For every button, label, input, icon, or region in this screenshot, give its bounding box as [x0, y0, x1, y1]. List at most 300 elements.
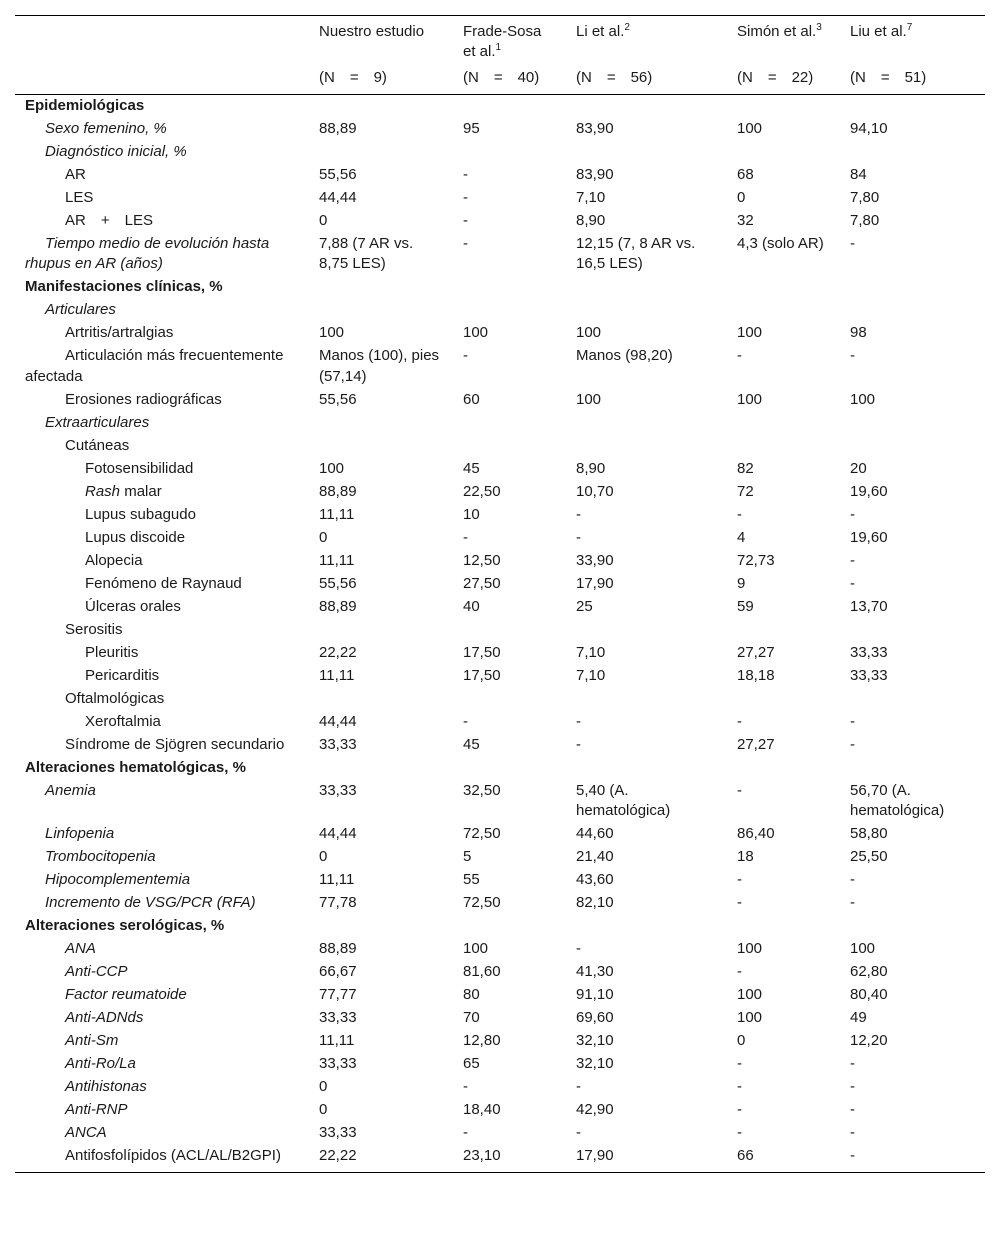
- table-cell: 77,77: [319, 986, 357, 1004]
- column-header: [566, 16, 727, 64]
- table-cell: 55: [463, 871, 480, 889]
- table-row: [15, 210, 985, 233]
- row-label: [15, 141, 309, 164]
- table-cell: -: [576, 940, 581, 958]
- table-cell: 43,60: [576, 871, 614, 889]
- row-label-text: Articulares: [45, 301, 116, 319]
- row-label: [15, 527, 309, 550]
- table-cell: 49: [850, 1009, 867, 1027]
- table-cell: 86,40: [737, 825, 775, 843]
- table-cell: -: [576, 528, 581, 546]
- table-cell: [453, 757, 566, 780]
- table-cell: -: [463, 211, 468, 229]
- table-cell: [840, 757, 985, 780]
- row-label: [15, 596, 309, 619]
- table-cell: 25: [576, 597, 593, 615]
- row-label: [15, 1030, 309, 1053]
- table-cell: -: [463, 188, 468, 206]
- table-cell: 33,33: [319, 735, 357, 753]
- table-cell: 4: [737, 528, 746, 546]
- comparison-table: [15, 15, 985, 1173]
- table-row: [15, 642, 985, 665]
- table-cell: [566, 435, 727, 458]
- table-cell: -: [737, 712, 742, 730]
- row-label: [15, 846, 309, 869]
- table-cell: [727, 299, 840, 322]
- table-cell: -: [850, 347, 855, 365]
- row-label-text: Síndrome de Sjögren secundario: [65, 735, 285, 753]
- table-cell: [309, 412, 453, 435]
- table-cell: 25,50: [850, 848, 888, 866]
- table-cell: 0: [319, 848, 328, 866]
- table-cell: 45: [463, 459, 480, 477]
- row-label: [15, 780, 309, 824]
- table-cell: 100: [737, 324, 763, 342]
- table-cell: 12,50: [463, 551, 501, 569]
- table-cell: 41,30: [576, 963, 614, 981]
- table-cell: 33,33: [319, 1055, 357, 1073]
- table-cell: 100: [850, 940, 876, 958]
- header-empty-cell: [15, 16, 309, 64]
- column-header-ref: 7: [906, 22, 913, 33]
- table-cell: 22,22: [319, 643, 357, 661]
- row-label-text: Anti-ADNds: [65, 1009, 144, 1027]
- row-label-text: Fenómeno de Raynaud: [85, 574, 242, 592]
- section-heading: [15, 276, 309, 299]
- table-row: [15, 141, 985, 164]
- table-cell: 84: [850, 165, 867, 183]
- table-row: [15, 345, 985, 389]
- table-cell: 11,11: [319, 871, 355, 889]
- column-header-ref: 1: [495, 42, 502, 53]
- row-label-text: Anti-RNP: [65, 1101, 128, 1119]
- table-cell: 21,40: [576, 848, 614, 866]
- column-sample-size: (N = 51): [850, 69, 927, 86]
- row-label: [15, 458, 309, 481]
- column-sample-size: (N = 40): [463, 69, 540, 86]
- table-cell: 95: [463, 119, 480, 137]
- table-cell: [840, 412, 985, 435]
- row-label-text: Epidemiológicas: [25, 96, 145, 114]
- row-label: [15, 1122, 309, 1145]
- table-cell: 13,70: [850, 597, 888, 615]
- table-cell: -: [463, 528, 468, 546]
- row-label: [15, 118, 309, 141]
- table-cell: -: [463, 1078, 468, 1096]
- table-cell: 5: [463, 848, 472, 866]
- row-label-text: Úlceras orales: [85, 597, 181, 615]
- table-cell: [566, 141, 727, 164]
- row-label: [15, 299, 309, 322]
- table-row: [15, 435, 985, 458]
- table-cell: 55,56: [319, 574, 357, 592]
- row-label: [15, 389, 309, 412]
- table-cell: 27,27: [737, 735, 775, 753]
- table-cell: -: [850, 1078, 855, 1096]
- row-label: [15, 734, 309, 757]
- section-row: [15, 94, 985, 118]
- row-label: [15, 688, 309, 711]
- table-cell: [727, 688, 840, 711]
- table-cell: 40: [463, 597, 480, 615]
- table-cell: [566, 619, 727, 642]
- table-cell: 7,10: [576, 643, 606, 661]
- row-label-text: Antihistonas: [65, 1078, 147, 1096]
- table-cell: 100: [850, 390, 876, 408]
- table-cell: 11,11: [319, 505, 355, 523]
- table-cell: 10,70: [576, 482, 614, 500]
- header-empty-cell: [15, 63, 309, 94]
- section-row: [15, 276, 985, 299]
- column-sample-size: (N = 56): [576, 69, 653, 86]
- table-cell: [566, 757, 727, 780]
- table-row: [15, 846, 985, 869]
- table-cell: -: [850, 234, 855, 252]
- table-row: [15, 734, 985, 757]
- table-cell: [309, 141, 453, 164]
- table-cell: 7,80: [850, 188, 880, 206]
- table-row: [15, 938, 985, 961]
- table-cell: [566, 915, 727, 938]
- table-cell: -: [737, 871, 742, 889]
- table-cell: Manos (100), pies (57,14): [319, 347, 440, 385]
- row-label-text: Xeroftalmia: [85, 712, 161, 730]
- table-cell: 100: [463, 324, 489, 342]
- row-label: [15, 984, 309, 1007]
- table-cell: 55,56: [319, 165, 357, 183]
- table-cell: 11,11: [319, 666, 355, 684]
- row-label: [15, 665, 309, 688]
- table-cell: 32,50: [463, 781, 501, 799]
- row-label: [15, 823, 309, 846]
- table-cell: -: [737, 505, 742, 523]
- table-cell: 27,27: [737, 643, 775, 661]
- row-label: [15, 210, 309, 233]
- table-cell: -: [850, 1124, 855, 1142]
- table-row: [15, 164, 985, 187]
- table-cell: 82: [737, 459, 754, 477]
- table-row: [15, 1122, 985, 1145]
- table-cell: 17,50: [463, 643, 501, 661]
- table-cell: 22,50: [463, 482, 501, 500]
- table-cell: [453, 435, 566, 458]
- row-label-text: Articulación más frecuentemente afectada: [25, 347, 284, 385]
- table-cell: [309, 299, 453, 322]
- row-label-text: AR + LES: [65, 211, 153, 229]
- table-cell: 83,90: [576, 119, 614, 137]
- table-row: [15, 322, 985, 345]
- table-cell: -: [850, 712, 855, 730]
- table-cell: 44,60: [576, 825, 614, 843]
- table-cell: [309, 757, 453, 780]
- table-cell: 33,33: [319, 1124, 357, 1142]
- table-cell: -: [737, 1055, 742, 1073]
- table-cell: [453, 619, 566, 642]
- section-row: [15, 915, 985, 938]
- table-cell: 33,33: [850, 666, 888, 684]
- row-label-text: Serositis: [65, 620, 123, 638]
- row-label-text: Anti-Ro/La: [65, 1055, 136, 1073]
- table-cell: 100: [576, 324, 602, 342]
- row-label: [15, 233, 309, 277]
- table-cell: 11,11: [319, 1032, 355, 1050]
- table-row: [15, 233, 985, 277]
- column-header: [840, 16, 985, 64]
- table-cell: 7,80: [850, 211, 880, 229]
- row-label-text: Alopecia: [85, 551, 143, 569]
- table-cell: 23,10: [463, 1147, 501, 1165]
- table-cell: 33,33: [850, 643, 888, 661]
- table-cell: 88,89: [319, 597, 357, 615]
- table-cell: [840, 435, 985, 458]
- table-cell: 100: [737, 986, 763, 1004]
- row-label-text: LES: [65, 188, 94, 206]
- row-label: [15, 504, 309, 527]
- column-header-name: Simón et al.: [737, 23, 817, 40]
- table-cell: [566, 299, 727, 322]
- section-heading: [15, 94, 309, 118]
- row-label-text: Pericarditis: [85, 666, 160, 684]
- table-cell: 70: [463, 1009, 480, 1027]
- table-cell: 18,40: [463, 1101, 501, 1119]
- row-label: [15, 938, 309, 961]
- table-cell: [453, 94, 566, 118]
- row-label: [15, 550, 309, 573]
- row-label: [15, 869, 309, 892]
- row-label-text: ANA: [65, 940, 96, 958]
- table-row: [15, 118, 985, 141]
- table-row: [15, 688, 985, 711]
- table-cell: [727, 915, 840, 938]
- table-cell: 44,44: [319, 188, 357, 206]
- table-cell: 12,80: [463, 1032, 501, 1050]
- table-cell: -: [737, 1078, 742, 1096]
- row-label: [15, 619, 309, 642]
- table-cell: 91,10: [576, 986, 614, 1004]
- table-row: [15, 823, 985, 846]
- table-cell: 18,18: [737, 666, 775, 684]
- table-row: [15, 412, 985, 435]
- row-label: [15, 573, 309, 596]
- table-row: [15, 892, 985, 915]
- table-cell: [566, 412, 727, 435]
- table-row: [15, 187, 985, 210]
- row-label-text: Rash malar: [85, 482, 162, 500]
- row-label-text: Lupus discoide: [85, 528, 186, 546]
- table-row: [15, 299, 985, 322]
- row-label-text: Manifestaciones clínicas, %: [25, 278, 223, 296]
- table-cell: 33,33: [319, 781, 357, 799]
- table-cell: 81,60: [463, 963, 501, 981]
- row-label: [15, 1145, 309, 1172]
- table-cell: -: [737, 963, 742, 981]
- table-row: [15, 481, 985, 504]
- table-cell: 19,60: [850, 482, 888, 500]
- row-label: [15, 1099, 309, 1122]
- table-row: [15, 1030, 985, 1053]
- table-cell: 22,22: [319, 1147, 357, 1165]
- table-cell: [727, 619, 840, 642]
- table-row: [15, 665, 985, 688]
- table-cell: -: [737, 781, 742, 799]
- table-cell: [840, 276, 985, 299]
- row-label-text: Tiempo medio de evolución hasta rhupus en AR (años): [25, 234, 270, 273]
- table-cell: 17,50: [463, 666, 501, 684]
- table-cell: 17,90: [576, 1147, 614, 1165]
- row-label-text: Artritis/artralgias: [65, 324, 174, 342]
- table-cell: [453, 141, 566, 164]
- table-cell: [727, 757, 840, 780]
- table-cell: 12,20: [850, 1032, 888, 1050]
- table-cell: 88,89: [319, 482, 357, 500]
- row-label: [15, 642, 309, 665]
- table-cell: [727, 94, 840, 118]
- table-row: [15, 573, 985, 596]
- table-cell: [309, 94, 453, 118]
- header-n-row: [15, 63, 985, 94]
- table-cell: 72,50: [463, 894, 501, 912]
- table-cell: [453, 276, 566, 299]
- table-cell: -: [463, 234, 468, 252]
- row-label: [15, 412, 309, 435]
- section-heading: [15, 757, 309, 780]
- table-cell: 68: [737, 165, 754, 183]
- table-cell: 66,67: [319, 963, 357, 981]
- table-cell: [840, 688, 985, 711]
- row-label-text: Hipocomplementemia: [45, 871, 191, 889]
- table-cell: [727, 435, 840, 458]
- row-label-text: AR: [65, 165, 86, 183]
- row-label-text: Lupus subagudo: [85, 505, 196, 523]
- table-cell: 80,40: [850, 986, 888, 1004]
- table-row: [15, 527, 985, 550]
- table-cell: [840, 94, 985, 118]
- row-label-text: Pleuritis: [85, 643, 139, 661]
- table-cell: 17,90: [576, 574, 614, 592]
- row-label: [15, 892, 309, 915]
- column-header-name: Frade-Sosa et al.: [463, 23, 542, 60]
- table-cell: 58,80: [850, 825, 888, 843]
- table-cell: [727, 141, 840, 164]
- table-cell: -: [463, 712, 468, 730]
- table-cell: 72,50: [463, 825, 501, 843]
- table-cell: -: [850, 871, 855, 889]
- row-label: [15, 1007, 309, 1030]
- row-label-text: Diagnóstico inicial, %: [45, 142, 187, 160]
- table-row: [15, 504, 985, 527]
- table-cell: 88,89: [319, 119, 357, 137]
- table-cell: -: [850, 1101, 855, 1119]
- table-cell: 0: [319, 1101, 328, 1119]
- table-cell: -: [737, 1101, 742, 1119]
- table-cell: [309, 688, 453, 711]
- table-cell: [453, 412, 566, 435]
- table-cell: 56,70 (A. hematológica): [850, 781, 945, 820]
- column-header: [727, 16, 840, 64]
- table-cell: -: [737, 894, 742, 912]
- row-label-text: Alteraciones serológicas, %: [25, 917, 225, 935]
- row-label: [15, 345, 309, 389]
- table-cell: Manos (98,20): [576, 347, 673, 365]
- table-row: [15, 596, 985, 619]
- table-cell: 59: [737, 597, 754, 615]
- row-label-text: Alteraciones hematológicas, %: [25, 758, 246, 776]
- section-heading: [15, 915, 309, 938]
- table-cell: 60: [463, 390, 480, 408]
- table-cell: [566, 276, 727, 299]
- table-cell: 100: [737, 390, 763, 408]
- table-cell: -: [737, 1124, 742, 1142]
- table-cell: 100: [737, 119, 763, 137]
- table-cell: -: [576, 735, 581, 753]
- row-label-text: Trombocitopenia: [45, 848, 156, 866]
- table-cell: 98: [850, 324, 867, 342]
- row-label-text: Anemia: [45, 781, 96, 799]
- row-label: [15, 435, 309, 458]
- table-cell: -: [463, 165, 468, 183]
- table-cell: 9: [737, 574, 746, 592]
- table-cell: [566, 94, 727, 118]
- row-label-text: Factor reumatoide: [65, 986, 187, 1004]
- table-cell: -: [463, 1124, 468, 1142]
- table-cell: 69,60: [576, 1009, 614, 1027]
- table-cell: 72: [737, 482, 754, 500]
- table-cell: 62,80: [850, 963, 888, 981]
- table-cell: 0: [319, 211, 328, 229]
- column-header-name: Nuestro estudio: [319, 23, 425, 40]
- table-cell: 0: [319, 528, 328, 546]
- table-cell: 7,88 (7 AR vs. 8,75 LES): [319, 234, 414, 273]
- table-row: [15, 389, 985, 412]
- table-row: [15, 1053, 985, 1076]
- table-cell: 100: [737, 940, 763, 958]
- table-cell: 0: [737, 188, 746, 206]
- table-cell: [727, 276, 840, 299]
- table-cell: -: [576, 712, 581, 730]
- table-cell: 8,90: [576, 211, 606, 229]
- row-label: [15, 1053, 309, 1076]
- table-cell: 7,10: [576, 666, 606, 684]
- table-cell: 32,10: [576, 1032, 614, 1050]
- table-cell: -: [850, 1055, 855, 1073]
- table-cell: 12,15 (7, 8 AR vs. 16,5 LES): [576, 234, 696, 273]
- column-header: [453, 16, 566, 64]
- table-cell: -: [576, 1078, 581, 1096]
- row-label: [15, 1076, 309, 1099]
- row-label-text: Linfopenia: [45, 825, 115, 843]
- column-sample-size: (N = 9): [319, 69, 387, 86]
- table-row: [15, 458, 985, 481]
- row-label: [15, 711, 309, 734]
- table-cell: 5,40 (A. hematológica): [576, 781, 671, 820]
- table-cell: 7,10: [576, 188, 606, 206]
- row-label: [15, 164, 309, 187]
- table-cell: -: [850, 1147, 855, 1165]
- row-label-text: Anti-Sm: [65, 1032, 119, 1050]
- row-label-text: Sexo femenino, %: [45, 119, 167, 137]
- table-cell: 19,60: [850, 528, 888, 546]
- table-cell: 88,89: [319, 940, 357, 958]
- table-row: [15, 1076, 985, 1099]
- table-cell: [309, 915, 453, 938]
- row-label-text: Extraarticulares: [45, 413, 150, 431]
- table-cell: 100: [319, 459, 345, 477]
- table-cell: 45: [463, 735, 480, 753]
- column-header-ref: 3: [816, 22, 822, 33]
- row-label: [15, 961, 309, 984]
- table-cell: -: [737, 347, 742, 365]
- row-label-text: ANCA: [65, 1124, 107, 1142]
